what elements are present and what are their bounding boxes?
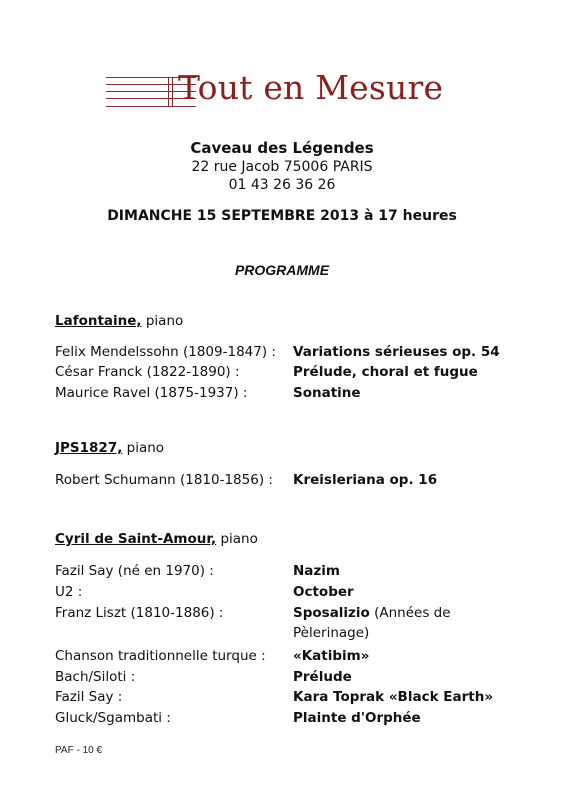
work-title (293, 605, 451, 621)
venue-address: 22 rue Jacob 75006 PARIS (191, 159, 373, 175)
performer-name: Cyril de Saint-Amour, (55, 531, 217, 547)
composer: Fazil Say : (55, 689, 123, 705)
program-row (55, 364, 525, 384)
program-row (55, 385, 525, 405)
performer-instrument: piano (216, 531, 258, 547)
work-title: Prélude, choral et fugue (293, 364, 478, 380)
work-title: Kara Toprak «Black Earth» (293, 689, 494, 705)
composer: César Franck (1822-1890) : (55, 364, 240, 380)
program-row (55, 710, 525, 730)
composer: Robert Schumann (1810-1856) : (55, 472, 273, 488)
program-row (55, 669, 525, 689)
performer-name: JPS1827, (55, 440, 123, 456)
programme-heading: PROGRAMME (234, 262, 330, 278)
program-row (55, 605, 525, 645)
composer: Franz Liszt (1810-1886) : (55, 605, 224, 621)
work-title-continuation: Pèlerinage) (293, 625, 370, 641)
program-row (55, 584, 525, 604)
logo-text: Tout en Mesure (178, 68, 444, 107)
work-title-main: Sposalizio (293, 605, 370, 621)
admission-price: PAF - 10 € (55, 745, 103, 756)
work-title: Plainte d'Orphée (293, 710, 421, 726)
performer-heading (55, 440, 164, 456)
composer: Chanson traditionnelle turque : (55, 648, 266, 664)
work-title: Sonatine (293, 385, 361, 401)
composer: Felix Mendelssohn (1809-1847) : (55, 344, 276, 360)
composer: Fazil Say (né en 1970) : (55, 563, 214, 579)
logo (106, 70, 466, 114)
venue-name: Caveau des Légendes (190, 139, 374, 157)
program-row (55, 344, 525, 364)
program-row (55, 472, 525, 492)
work-title: Prélude (293, 669, 352, 685)
work-title: Nazim (293, 563, 340, 579)
venue-block (0, 139, 564, 194)
work-title: «Katibim» (293, 648, 370, 664)
program-row (55, 563, 525, 583)
composer: Bach/Siloti : (55, 669, 136, 685)
work-title: Variations sérieuses op. 54 (293, 344, 500, 360)
performer-instrument: piano (122, 440, 165, 456)
work-title-detail: (Années de (369, 605, 451, 621)
program-row (55, 689, 525, 709)
program-row (55, 648, 525, 668)
work-title: October (293, 584, 354, 600)
concert-date: DIMANCHE 15 SEPTEMBRE 2013 à 17 heures (107, 208, 457, 224)
venue-phone: 01 43 26 36 26 (228, 177, 336, 193)
performer-instrument: piano (141, 313, 184, 329)
composer: Maurice Ravel (1875-1937) : (55, 385, 248, 401)
performer-heading (55, 531, 258, 547)
composer: U2 : (55, 584, 83, 600)
performer-name: Lafontaine, (55, 313, 142, 329)
composer: Gluck/Sgambati : (55, 710, 171, 726)
work-title: Kreisleriana op. 16 (293, 472, 438, 488)
performer-heading (55, 313, 183, 329)
